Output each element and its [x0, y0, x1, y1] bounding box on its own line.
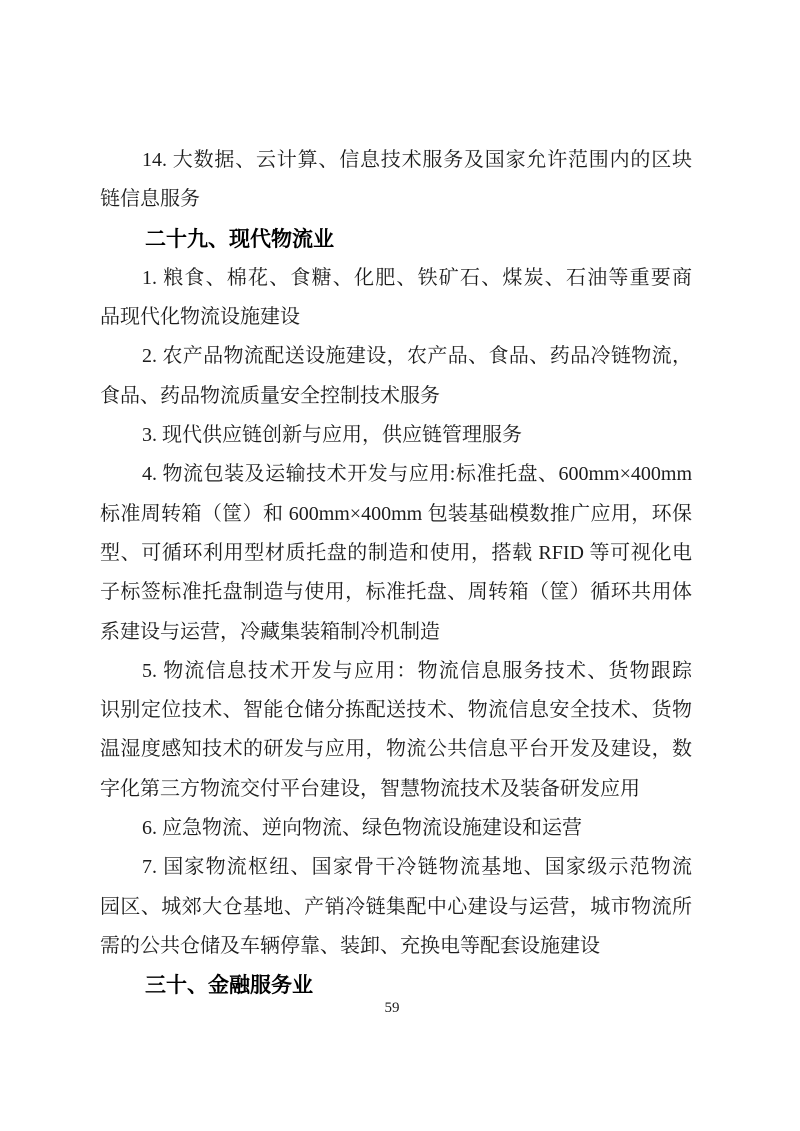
text-line: 6. 应急物流、逆向物流、绿色物流设施建设和运营: [142, 817, 582, 840]
text-line: 字化第三方物流交付平台建设，智慧物流技术及装备研发应用: [100, 777, 640, 800]
text-line: 标准周转箱（筐）和 600mm×400mm 包装基础模数推广应用，环保: [100, 502, 692, 525]
text-line: 温湿度感知技术的研发与应用，物流公共信息平台开发及建设，数: [100, 738, 692, 761]
paragraph-item-4: [100, 455, 692, 651]
paragraph-item-7: [100, 848, 692, 966]
paragraph-item-14: [100, 141, 692, 220]
text-line: 识别定位技术、智能仓储分拣配送技术、物流信息安全技术、货物: [100, 699, 692, 722]
paragraph-item-2: [100, 337, 692, 416]
text-line: 品现代化物流设施建设: [100, 306, 300, 329]
text-line: 子标签标准托盘制造与使用，标准托盘、周转箱（筐）循环共用体: [100, 581, 692, 604]
text-line: 1. 粮食、棉花、食糖、化肥、铁矿石、煤炭、石油等重要商: [142, 266, 692, 289]
section-heading-modern-logistics: 二十九、现代物流业: [145, 227, 334, 251]
section-heading-financial-services: 三十、金融服务业: [145, 974, 313, 998]
paragraph-item-6: [100, 809, 692, 848]
text-line: 7. 国家物流枢纽、国家骨干冷链物流基地、国家级示范物流: [142, 856, 692, 879]
text-line: 3. 现代供应链创新与应用，供应链管理服务: [142, 424, 522, 447]
paragraph-item-5: [100, 652, 692, 809]
text-line: 系建设与运营，冷藏集装箱制冷机制造: [100, 620, 440, 643]
page-number: 59: [384, 1000, 400, 1016]
document-text-block: [100, 141, 692, 1006]
text-line: 4. 物流包装及运输技术开发与应用:标准托盘、600mm×400mm: [142, 463, 692, 486]
text-line: 园区、城郊大仓基地、产销冷链集配中心建设与运营，城市物流所: [100, 895, 692, 918]
text-line: 需的公共仓储及车辆停靠、装卸、充换电等配套设施建设: [100, 934, 600, 957]
text-line: 2. 农产品物流配送设施建设，农产品、食品、药品冷链物流，: [142, 345, 692, 368]
text-line: 5. 物流信息技术开发与应用：物流信息服务技术、货物跟踪: [142, 659, 692, 682]
paragraph-item-1: [100, 259, 692, 338]
text-line: 14. 大数据、云计算、信息技术服务及国家允许范围内的区块: [142, 149, 692, 171]
paragraph-item-3: [100, 416, 692, 455]
text-line: 食品、药品物流质量安全控制技术服务: [100, 384, 440, 407]
text-line: 型、可循环利用型材质托盘的制造和使用，搭载 RFID 等可视化电: [100, 541, 692, 564]
section-29: [100, 220, 692, 259]
text-line: 链信息服务: [100, 188, 200, 211]
